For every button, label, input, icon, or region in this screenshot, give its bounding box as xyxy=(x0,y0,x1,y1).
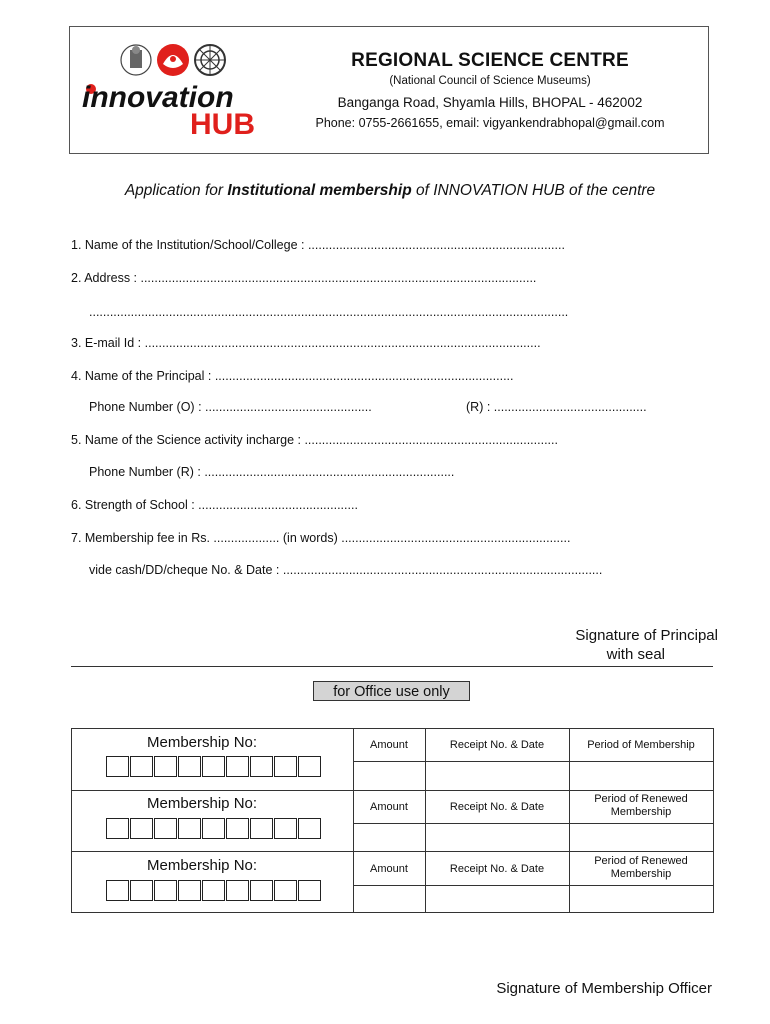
row-divider xyxy=(72,790,713,791)
field-address-line2[interactable]: .......................................................................................................................................... xyxy=(89,305,569,319)
membership-no-boxes[interactable] xyxy=(106,880,322,901)
receipt-header: Receipt No. & Date xyxy=(449,863,545,875)
period-header: Period of Renewed Membership xyxy=(594,855,688,880)
field-incharge-phone[interactable]: Phone Number (R) : ........................................................................ xyxy=(89,465,455,479)
title-suffix: of INNOVATION HUB of the centre xyxy=(411,182,656,199)
field-incharge-name[interactable]: 5. Name of the Science activity incharge : ......................................................................... xyxy=(71,433,558,447)
amount-header: Amount xyxy=(370,801,408,813)
cell-divider xyxy=(353,823,713,824)
field-principal-name[interactable]: 4. Name of the Principal : ...................................................................................... xyxy=(71,369,514,383)
emblem-logos xyxy=(118,42,228,78)
office-use-table xyxy=(71,728,714,913)
national-emblem-icon xyxy=(121,45,151,75)
membership-no-label: Membership No: xyxy=(147,734,258,751)
cell-divider xyxy=(353,885,713,886)
org-address: Banganga Road, Shyamla Hills, BHOPAL - 462002 xyxy=(337,95,643,110)
receipt-header: Receipt No. & Date xyxy=(449,739,545,751)
amount-header: Amount xyxy=(370,863,408,875)
membership-no-boxes[interactable] xyxy=(106,818,322,839)
field-principal-phone-residence[interactable]: (R) : ............................................ xyxy=(466,400,647,414)
field-membership-fee[interactable]: 7. Membership fee in Rs. ................... (in words) .................................................................. xyxy=(71,531,571,545)
period-header: Period of Membership xyxy=(587,739,695,751)
svg-text:innovation: innovation xyxy=(82,81,234,114)
officer-signature-label: Signature of Membership Officer xyxy=(496,980,712,997)
title-bold: Institutional membership xyxy=(227,182,412,199)
innovation-hub-logo xyxy=(80,80,270,136)
org-subtitle: (National Council of Science Museums) xyxy=(389,75,591,87)
principal-signature-label xyxy=(500,626,718,664)
field-school-strength[interactable]: 6. Strength of School : .............................................. xyxy=(71,498,358,512)
receipt-header: Receipt No. & Date xyxy=(449,801,545,813)
row-divider xyxy=(72,851,713,852)
field-principal-phone-office[interactable]: Phone Number (O) : ................................................ xyxy=(89,400,372,414)
field-payment-details[interactable]: vide cash/DD/cheque No. & Date : ............................................................................................ xyxy=(89,563,603,577)
wheel-logo-icon xyxy=(195,45,225,75)
field-address[interactable]: 2. Address : .................................................................................................................. xyxy=(71,271,537,285)
office-use-label: for Office use only xyxy=(313,681,470,701)
title-prefix: Application for xyxy=(124,182,228,199)
membership-no-label: Membership No: xyxy=(147,795,258,812)
field-email[interactable]: 3. E-mail Id : .................................................................................................................. xyxy=(71,336,541,350)
ncsm-logo-icon xyxy=(157,44,189,76)
cell-divider xyxy=(353,761,713,762)
org-contact: Phone: 0755-2661655, email: vigyankendrabhopal@gmail.com xyxy=(315,116,665,130)
principal-signature-line2: with seal xyxy=(606,646,665,663)
application-title xyxy=(70,182,710,200)
period-header: Period of Renewed Membership xyxy=(594,793,688,818)
field-institution-name[interactable]: 1. Name of the Institution/School/College : .......................................................................... xyxy=(71,238,565,252)
principal-signature-line1: Signature of Principal xyxy=(575,627,718,644)
svg-text:HUB: HUB xyxy=(190,108,255,136)
membership-no-label: Membership No: xyxy=(147,857,258,874)
amount-header: Amount xyxy=(370,739,408,751)
divider xyxy=(71,666,713,667)
org-title: REGIONAL SCIENCE CENTRE xyxy=(351,50,629,71)
membership-no-boxes[interactable] xyxy=(106,756,322,777)
